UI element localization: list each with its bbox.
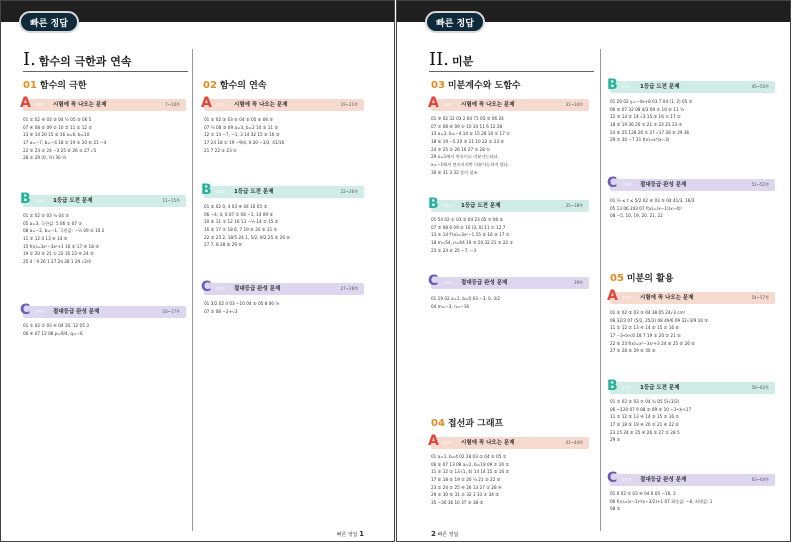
unit-numeral: II. [429,49,449,70]
answer-row: 07 ④ 08 ⑤ 09 ② 10 ② 11 ② 12 ② [23,124,93,130]
step-bar: C STEP 절대등급 완성 문제 63~64쪽 [610,474,775,486]
step-bar: B STEP 1등급 도전 문제 58~62쪽 [610,382,775,394]
answer-row: 12 ① 13 −7, −1, 3 14 32 15 ⑤ 16 ③ [204,132,280,138]
unit-numeral: I. [23,49,36,70]
step-bar: B STEP 1등급 도전 문제 22~26쪽 [204,186,364,198]
answer-row: 17 24 18 ① 19 −9/4, 0 20 −3/2, 41/16 [204,140,285,146]
answer-row: 07 ② 08 −2+√3 [204,308,238,314]
section-heading: 03 미분계수와 도함수 [431,80,521,91]
answer-row: 16 ⑤ 17 ② 18 6, 7 19 ⑤ 20 ⑤ 21 ② [204,227,278,233]
answer-row: 11 ② 12 4 13 ⑤ 14 ⑤ [23,236,68,242]
answer-row: 01 ① 02 ③ 03 ② 04 ¾ 05 5(√3/2) [610,399,680,404]
answer-row: 01 a=1, b=4 02 28 03 ② 04 ⑤ 05 ① [431,454,507,459]
answer-row: 17 ⑤ 18 ⑤ 19 ④ 20 ② 21 ④ 22 ⑤ [610,422,680,428]
answer-list [23,212,188,266]
answer-row: 06 −4, 4, 0 07 ① 08 −1, 14 09 ③ [204,211,274,217]
page-footer: 2 빠른 정답 [431,530,459,538]
answer-list [204,203,369,249]
answer-row: 13 ⑤ 14 20 15 ⑤ 16 a=6, b=10 [23,132,90,138]
answer-row: 01 ① 02 ① 03 ④ 04 10, 12 05 3 [23,323,89,328]
answer-row: 08 ② [610,506,621,512]
answer-row: 01 19 02 a=1, b=0 03 −3, 0, 3/2 [431,296,501,301]
answer-row: 23 ② 24 ⑤ 25 −7, −3 [431,247,477,253]
answer-row: 01 ① 02 ④ 03 ③ 04 ½ 05 ③ 06 5 [23,117,92,122]
answer-row: 18 ⑤ 19 36 20 ② 21 ② 22 23 23 ② [610,122,683,128]
unit-title-text: 함수의 극한과 연속 [38,55,132,68]
answer-row: 21 7 22 ② 23 ② [204,147,237,153]
answer-row: 01 54 02 ① 03 ③ 04 23 05 ③ 06 ⑤ [431,217,504,222]
column-divider [600,49,601,531]
answer-list [23,322,188,337]
answer-row: 29 ① 30 −7 31 f(x)=x³(x−3) [610,137,670,143]
answer-row: 01 ⅔ ≤ t ≤ 5/2 02 ④ 03 ③ 04 41/3, 16/3 [610,198,695,203]
answer-row: 19 ① 20 ⑤ 21 ① 22 16 23 ④ 24 ③ [23,251,94,257]
answer-row: 11 ① 12 ② 13 ④ 14 ⑤ 15 ② 16 ⑤ [610,325,680,331]
answer-row: 22 ⑤ 23 f(x)=x³−3x²+3 24 ⑤ 25 ⑤ 26 ⑤ [610,340,696,346]
page-number: 1 [359,530,364,538]
answer-row: 29 ② 30 ③ 31 ② 32 3 33 ② 34 ③ [431,492,500,498]
answer-row: 01 ⑤ 02 ③ 03 ③ 04 38 05 24√3 cm³ [610,310,686,315]
answer-row: 23 ① 24 ② 25 ④ 26 13 27 ② 28 ④ [431,484,502,490]
answer-list [610,309,780,355]
page-number: 2 [431,530,436,538]
unit-title-text: 미분 [451,55,474,68]
answer-row: 01 ② 02 0, 4 03 ④ 04 16 05 ③ [204,204,268,209]
section-heading: 01 함수의 극한 [23,80,87,91]
left-page [0,0,395,542]
step-bar: A STEP 시험에 꼭 나오는 문제 7~10쪽 [23,99,186,111]
section-heading: 02 함수의 연속 [203,80,267,91]
answer-list [431,295,596,310]
answer-list [431,115,596,177]
answer-row: 01 ③ 02 32 03 2 04 71 05 ③ 06 24 [431,116,504,121]
answer-list [431,453,596,507]
answer-list [610,398,780,444]
answer-list [204,116,369,154]
answer-row: 17 ⑤ 18 ⑤ 19 ② 20 ⅓ 21 ② 22 ③ [431,477,501,483]
answer-row: 05 13 06 243 07 f(x)=(x−1)(x−4)² [610,205,683,211]
answer-row: 17 a=−7, b=−4 18 ① 19 ② 20 ⑤ 21 −4 [23,140,107,146]
answer-row: 18 ⑤ 19 −5 20 ③ 21 10 22 ② 23 ⑤ [431,139,505,145]
step-bar: A STEP 시험에 꼭 나오는 문제 54~57쪽 [610,292,775,304]
title-underline [429,71,594,72]
answer-row: 22 ③ 23 2, 18/5 24 1, 5/2, 9/2 25 ⑤ 26 ⑤ [204,234,291,240]
answer-row: 04 m=−3, n=−16 [431,303,470,309]
quick-answer-badge: 빠른 정답 [425,11,485,33]
answer-row: 29 ② [610,437,621,443]
step-bar: C STEP 절대등급 완성 문제 27~28쪽 [204,283,364,295]
answer-list [610,98,780,144]
page-footer: 빠른 정답 1 [336,530,364,538]
column-divider [192,49,193,531]
answer-row: 24 ⑤ 25 128 26 ① 27 √17 28 ⑤ 29 36 [610,129,690,135]
answer-row: 28 ② 29 (0, ¼) 30 ¼ [23,155,67,161]
answer-list [431,216,596,254]
step-bar: C STEP 절대등급 완성 문제 39쪽 [431,277,589,289]
answer-row: 08 a=−2, b=−1, 극한값: −⅓ 09 ② 10 2 [23,228,105,234]
answer-row: 29 x=1에서 연속이고 미분가능하다. [431,154,499,160]
answer-row: 06 32/3 07 (5/2, 25/2) 08 49/6 09 32√3/9 10 ③ [610,317,708,323]
step-bar: B STEP 1등급 도전 문제 11~15쪽 [23,195,186,207]
answer-row: 06 f(x)=(x−1)²(x−3/2)+1 07 최솟값: −8, 최댓값: 1 [610,498,713,504]
answer-row: 07 ① 08 ⑤ 09 ① 10 14 11 6 12 28 [431,123,503,129]
answer-row: 13 a=3, b=−4 14 ⑤ 15 28 16 ① 17 ① [431,131,510,137]
step-bar: A STEP 시험에 꼭 나오는 문제 41~44쪽 [431,437,589,449]
answer-row: x=−1에서 연속이지만 미분가능하지 않다. [431,162,510,168]
answer-list [204,300,369,315]
unit-title [23,49,132,70]
answer-row: 18 m=54, n=64 19 ③ 20 32 21 ② 22 ② [431,240,514,246]
unit-title [429,49,473,70]
answer-row: 11 ⑤ 12 ① 13 (1, 4) 14 14 15 ② 16 ③ [431,469,510,475]
answer-row: 06 −120 07 9 08 ② 09 ③ 10 −3<k<17 [610,406,692,412]
answer-row: 07 ¼ 08 ③ 09 a=3, b=2 10 ③ 11 ③ [204,124,279,130]
answer-row: 27 ② 28 ⑤ 29 ⑤ 30 ⑤ [610,348,656,354]
answer-row: 08 −5, 10, 19, 20, 21, 22 [610,213,663,219]
answer-row: 06 ⑤ 07 32 08 4/3 09 ② 10 ⑤ 11 ¾ [610,106,685,112]
answer-row: 10 ⑤ 11 ① 12 16 13 −⅓ 14 ② 15 ② [204,219,279,225]
answer-row: 01 6 02 ② 03 ④ 04 6 05 −16, 3 [610,491,676,496]
answer-row: 01 ① 02 ② 03 ½ 04 ③ [23,213,69,218]
answer-row: 01 20 02 y=−4x+8 03 7 04 (1, 2) 05 ② [610,99,693,104]
answer-row: 17 −3<k<0 18 7 19 ② 20 ② 21 ⑤ [610,333,681,339]
answer-row: 06 ④ 07 12 08 p=9/4, q=−6 [23,330,83,336]
step-bar: B STEP 1등급 도전 문제 45~50쪽 [610,81,775,93]
answer-row: 07 ③ 08 6 09 ② 10 (3, 0) 11 ① 12 7 [431,224,506,230]
step-bar: C STEP 절대등급 완성 문제 51~52쪽 [610,179,775,191]
answer-list [610,490,780,513]
answer-row: 15 f(x)=3x²−3x²+1 16 ⑤ 17 ③ 18 ③ [23,243,99,249]
answer-row: 30 ⑤ 31 3 32 풀이 참조 [431,169,478,175]
answer-row: 05 a=3, 극한값: 5 06 ① 07 ② [23,220,83,226]
answer-row: 25 4 : 9 26 1 27 2π 28 1 29 √2/4 [23,259,91,265]
answer-row: 24 ③ 25 ② 26 16 27 ② 28 ① [431,146,490,152]
section-heading: 05 미분의 활용 [610,273,674,284]
title-underline [23,71,188,72]
step-bar: C STEP 절대등급 완성 문제 16~17쪽 [23,306,186,318]
answer-row: 12 ③ 13 ② 14 √3 15 ③ 16 ① 17 ② [610,114,681,120]
answer-row: 01 ② 02 ③ 03 ⑤ 04 ⑤ 05 ⑤ 06 ③ [204,117,274,122]
section-heading: 04 접선과 그래프 [431,418,504,429]
answer-row: 22 ③ 23 ② 24 −3 25 ⑤ 26 ② 27 √5 [23,147,97,153]
answer-row: 06 ⑤ 07 13 08 a=2, b=19 09 ② 10 ② [431,461,510,467]
answer-row: 11 ② 12 ③ 13 ④ 14 ⑤ 15 ② 16 ② [610,414,680,420]
quick-answer-badge: 빠른 정답 [19,11,79,33]
answer-row: 13 ② 14 f'(x)=3x²−1 15 ③ 16 ③ 17 ② [431,232,510,238]
step-bar: B STEP 1등급 도전 문제 35~38쪽 [431,200,589,212]
answer-row: 01 3/2 02 4 03 −10 04 ⑤ 05 8 06 ⅓ [204,301,280,306]
answer-row: 27 7, 8 28 ⑤ 29 ⑤ [204,242,243,248]
answer-row: 35 −30 36 10 37 ② 38 ③ [431,500,484,506]
answer-list [610,197,780,220]
step-bar: A STEP 시험에 꼭 나오는 문제 19~21쪽 [204,99,364,111]
answer-list [23,116,188,162]
step-bar: A STEP 시험에 꼭 나오는 문제 31~34쪽 [431,99,589,111]
right-page [396,0,791,542]
answer-row: 23 15 24 ⑤ 25 ④ 26 ③ 27 ② 28 5 [610,429,680,435]
